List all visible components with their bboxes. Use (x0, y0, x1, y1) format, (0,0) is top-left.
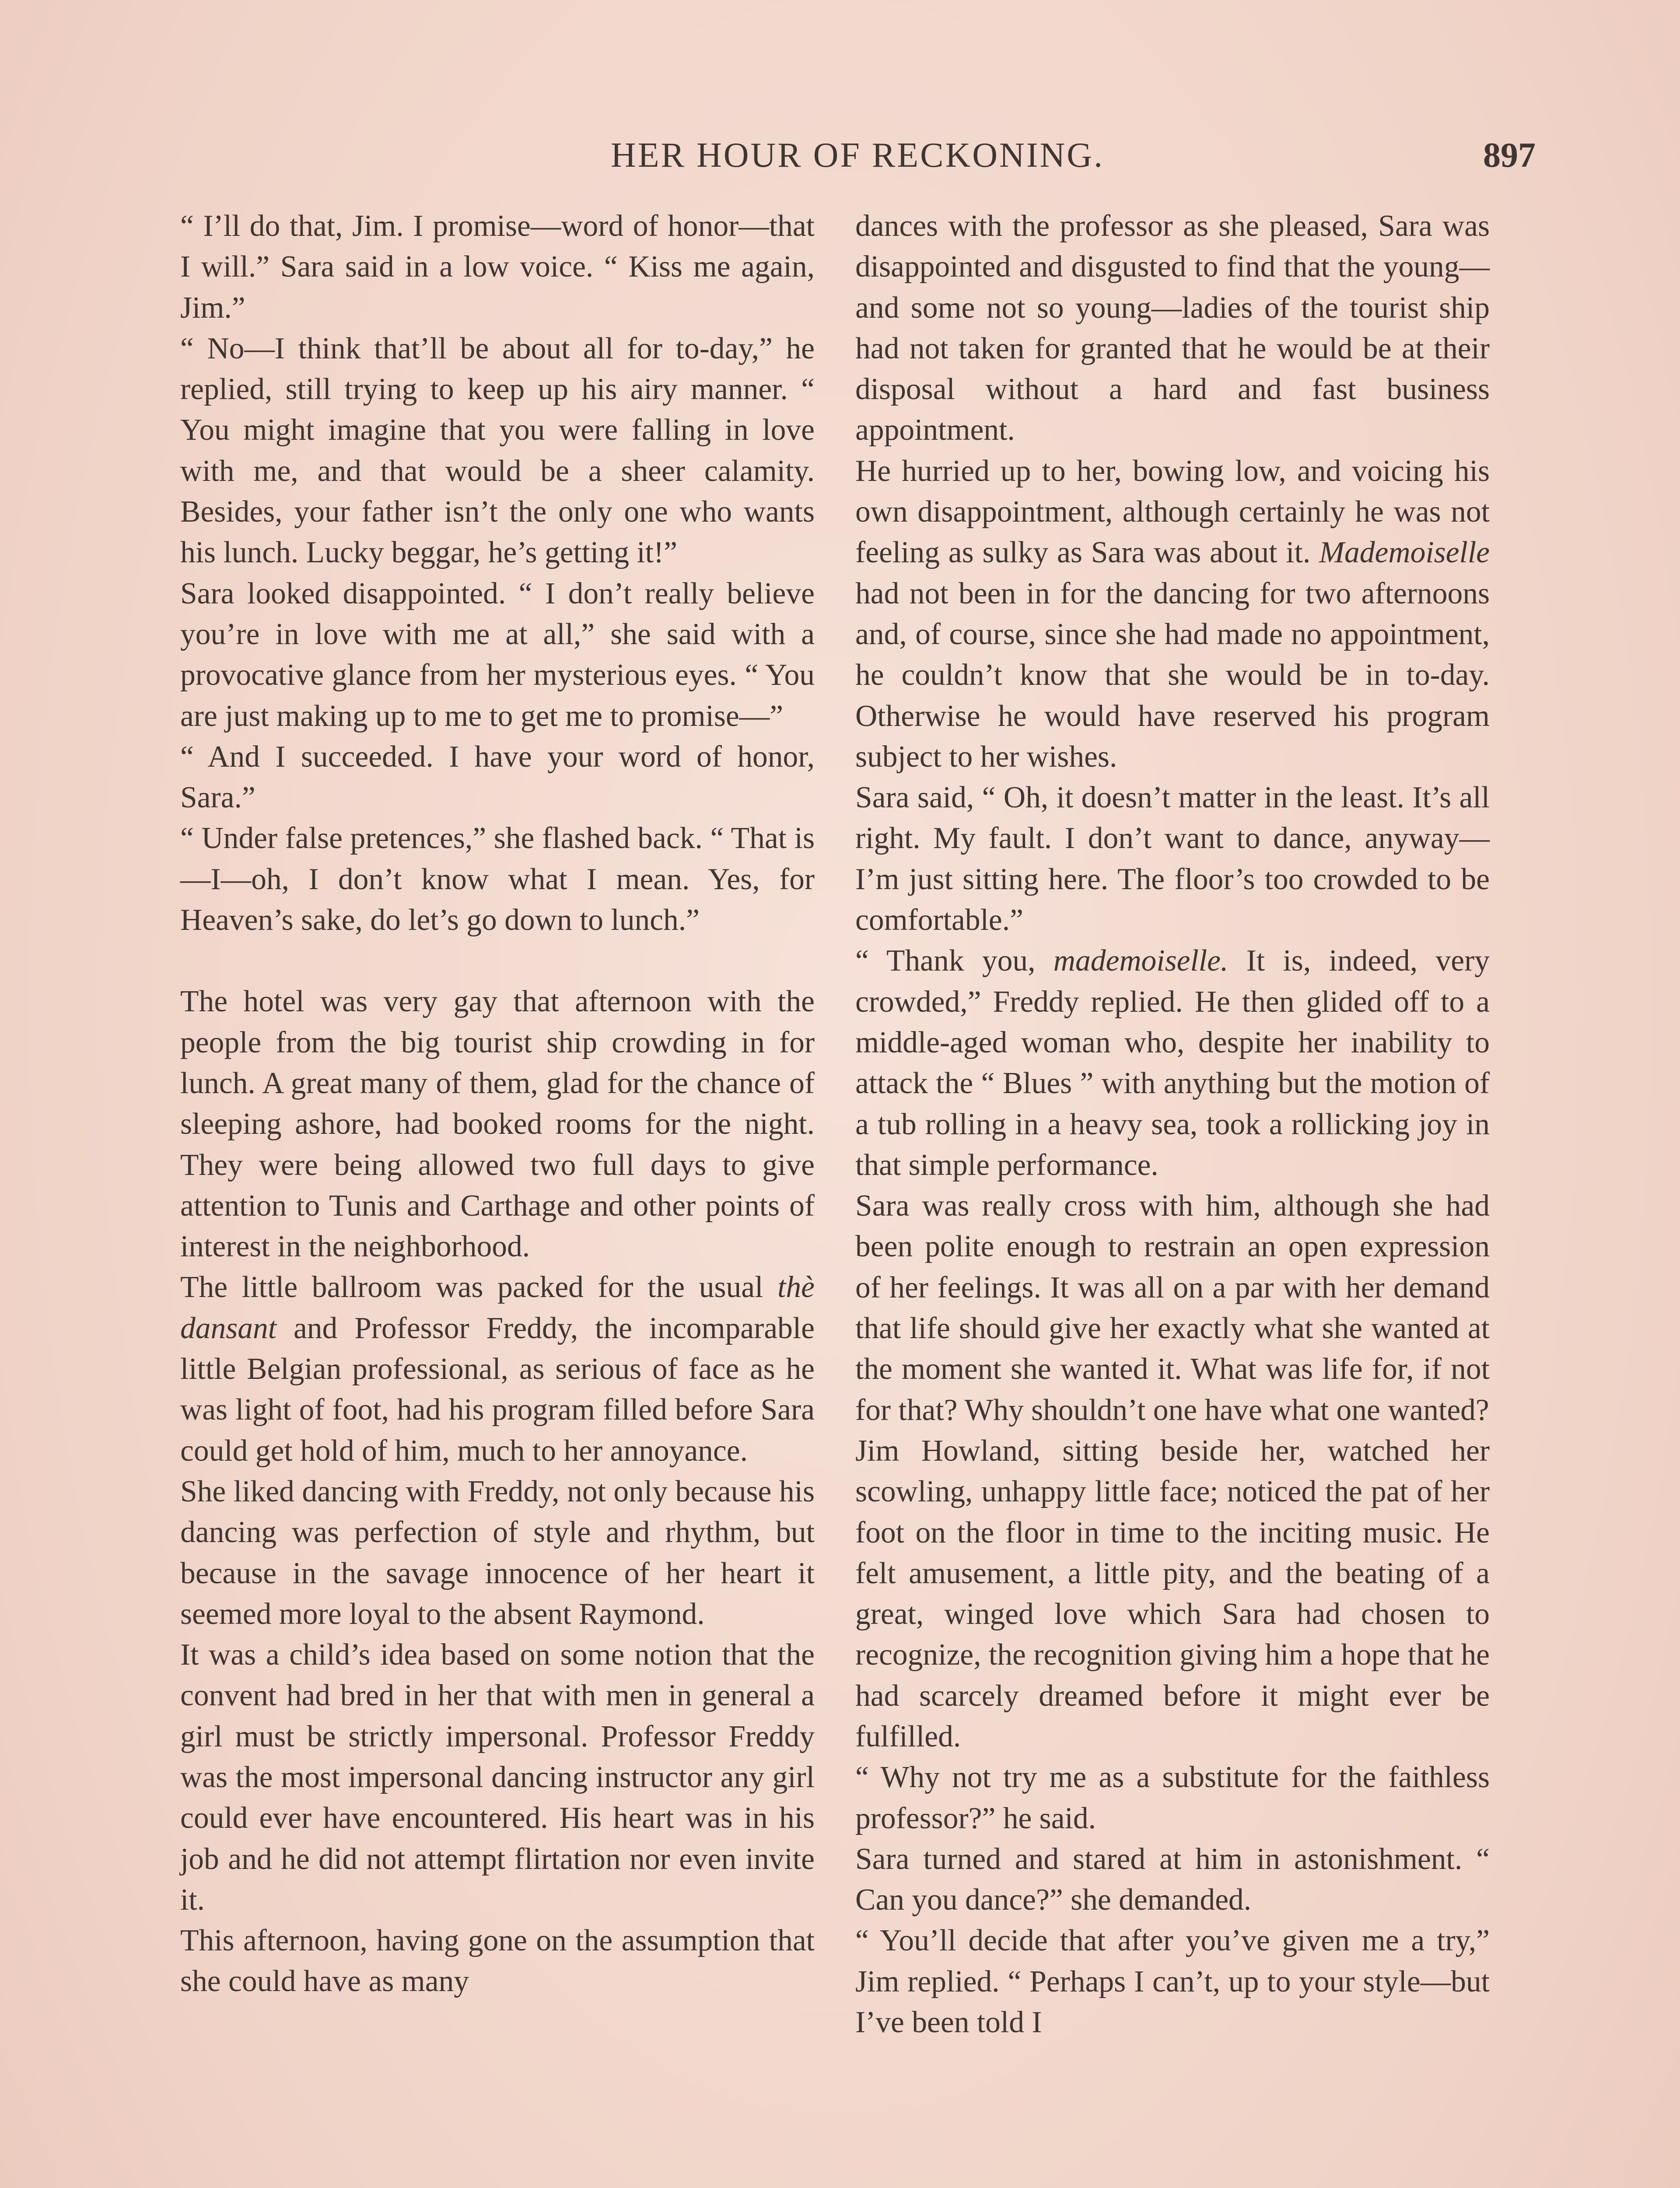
paragraph: She liked dancing with Freddy, not only because his dancing was perfection of style and rhythm, but because in the savage innocence of her heart it seemed more loyal to the absent Raymond. (180, 1474, 815, 1631)
right-column (855, 206, 1490, 2043)
page-number: 897 (1483, 136, 1536, 175)
running-head: HER HOUR OF RECKONING. (610, 136, 1105, 175)
paragraph: dances with the professor as she pleased, Sara was disappointed and disgusted to find that the young—and some not so young—ladies of the tourist ship had not taken for granted that he would be at their disposal without a hard and fast business appointment. (855, 209, 1490, 447)
paragraph: “ Under false pretences,” she flashed back. “ That is—I—oh, I don’t know what I mean. Yes, for Heaven’s sake, do let’s go down to lunch.” (180, 821, 815, 937)
paragraph: It was a child’s idea based on some notion that the convent had bred in her that with men in general a girl must be strictly impersonal. Professor Freddy was the most impersonal dancing instructor any girl could ever have encountered. His heart was in his job and he did not attempt flirtation nor even invite it. (180, 1638, 815, 1917)
paragraph: “ Why not try me as a substitute for the faithless professor?” he said. (855, 1760, 1490, 1835)
page-header (179, 131, 1536, 179)
paragraph: “ Thank you, mademoiselle. It is, indeed, very crowded,” Freddy replied. He then glided off to a middle-aged woman who, despite her inability to attack the “ Blues ” with anything but the motion of a tub rolling in a heavy sea, took a rollicking joy in that simple performance. (855, 944, 1490, 1182)
paragraph: He hurried up to her, bowing low, and voicing his own disappointment, although certainly he was not feeling as sulky as Sara was about it. Mademoiselle had not been in for the dancing for two afternoons and, of course, since she had made no appointment, he couldn’t know that she would be in to-day. Otherwise he would have reserved his program subject to her wishes. (855, 454, 1490, 774)
paragraph: This afternoon, having gone on the assumption that she could have as many (180, 1924, 815, 1999)
paragraph: Sara looked disappointed. “ I don’t really believe you’re in love with me at all,” she said with a provocative glance from her mysterious eyes. “ You are just making up to me to get me to promise—” (180, 576, 815, 733)
paragraph: Sara turned and stared at him in astonishment. “ Can you dance?” she demanded. (855, 1842, 1490, 1917)
paragraph: “ And I succeeded. I have your word of honor, Sara.” (180, 740, 815, 815)
paragraph: “ No—I think that’ll be about all for to-day,” he replied, still trying to keep up his airy manner. “ You might imagine that you were falling in love with me, and that would be a sheer calamity. Besides, your father isn’t the only one who wants his lunch. Lucky beggar, he’s getting it!” (180, 331, 815, 570)
paragraph: Jim Howland, sitting beside her, watched her scowling, unhappy little face; noticed the pat of her foot on the floor in time to the inciting music. He felt amusement, a little pity, and the beating of a great, winged love which Sara had chosen to recognize, the recognition giving him a hope that he had scarcely dreamed before it might ever be fulfilled. (855, 1434, 1490, 1753)
paragraph: Sara was really cross with him, although she had been polite enough to restrain an open expression of her feelings. It was all on a par with her demand that life should give her exactly what she wanted at the moment she wanted it. What was life for, if not for that? Why shouldn’t one have what one wanted? (855, 1189, 1490, 1427)
paragraph: The little ballroom was packed for the usual thè dansant and Professor Freddy, the incomparable little Belgian professional, as serious of face as he was light of foot, had his program filled before Sara could get hold of him, much to her annoyance. (180, 1270, 815, 1468)
paragraph: The hotel was very gay that afternoon with the people from the big tourist ship crowding in for lunch. A great many of them, glad for the chance of sleeping ashore, had booked rooms for the night. They were being allowed two full days to give attention to Tunis and Carthage and other points of interest in the neighborhood. (180, 985, 815, 1264)
paragraph: “ You’ll decide that after you’ve given me a try,” Jim replied. “ Perhaps I can’t, up to your style—but I’ve been told I (855, 1924, 1490, 2040)
paragraph: “ I’ll do that, Jim. I promise—word of honor—that I will.” Sara said in a low voice. “ Kiss me again, Jim.” (180, 209, 815, 325)
left-column (180, 206, 815, 2002)
paragraph: Sara said, “ Oh, it doesn’t matter in the least. It’s all right. My fault. I don’t want to dance, anyway—I’m just sitting here. The floor’s too crowded to be comfortable.” (855, 781, 1490, 937)
section-break (180, 940, 815, 981)
